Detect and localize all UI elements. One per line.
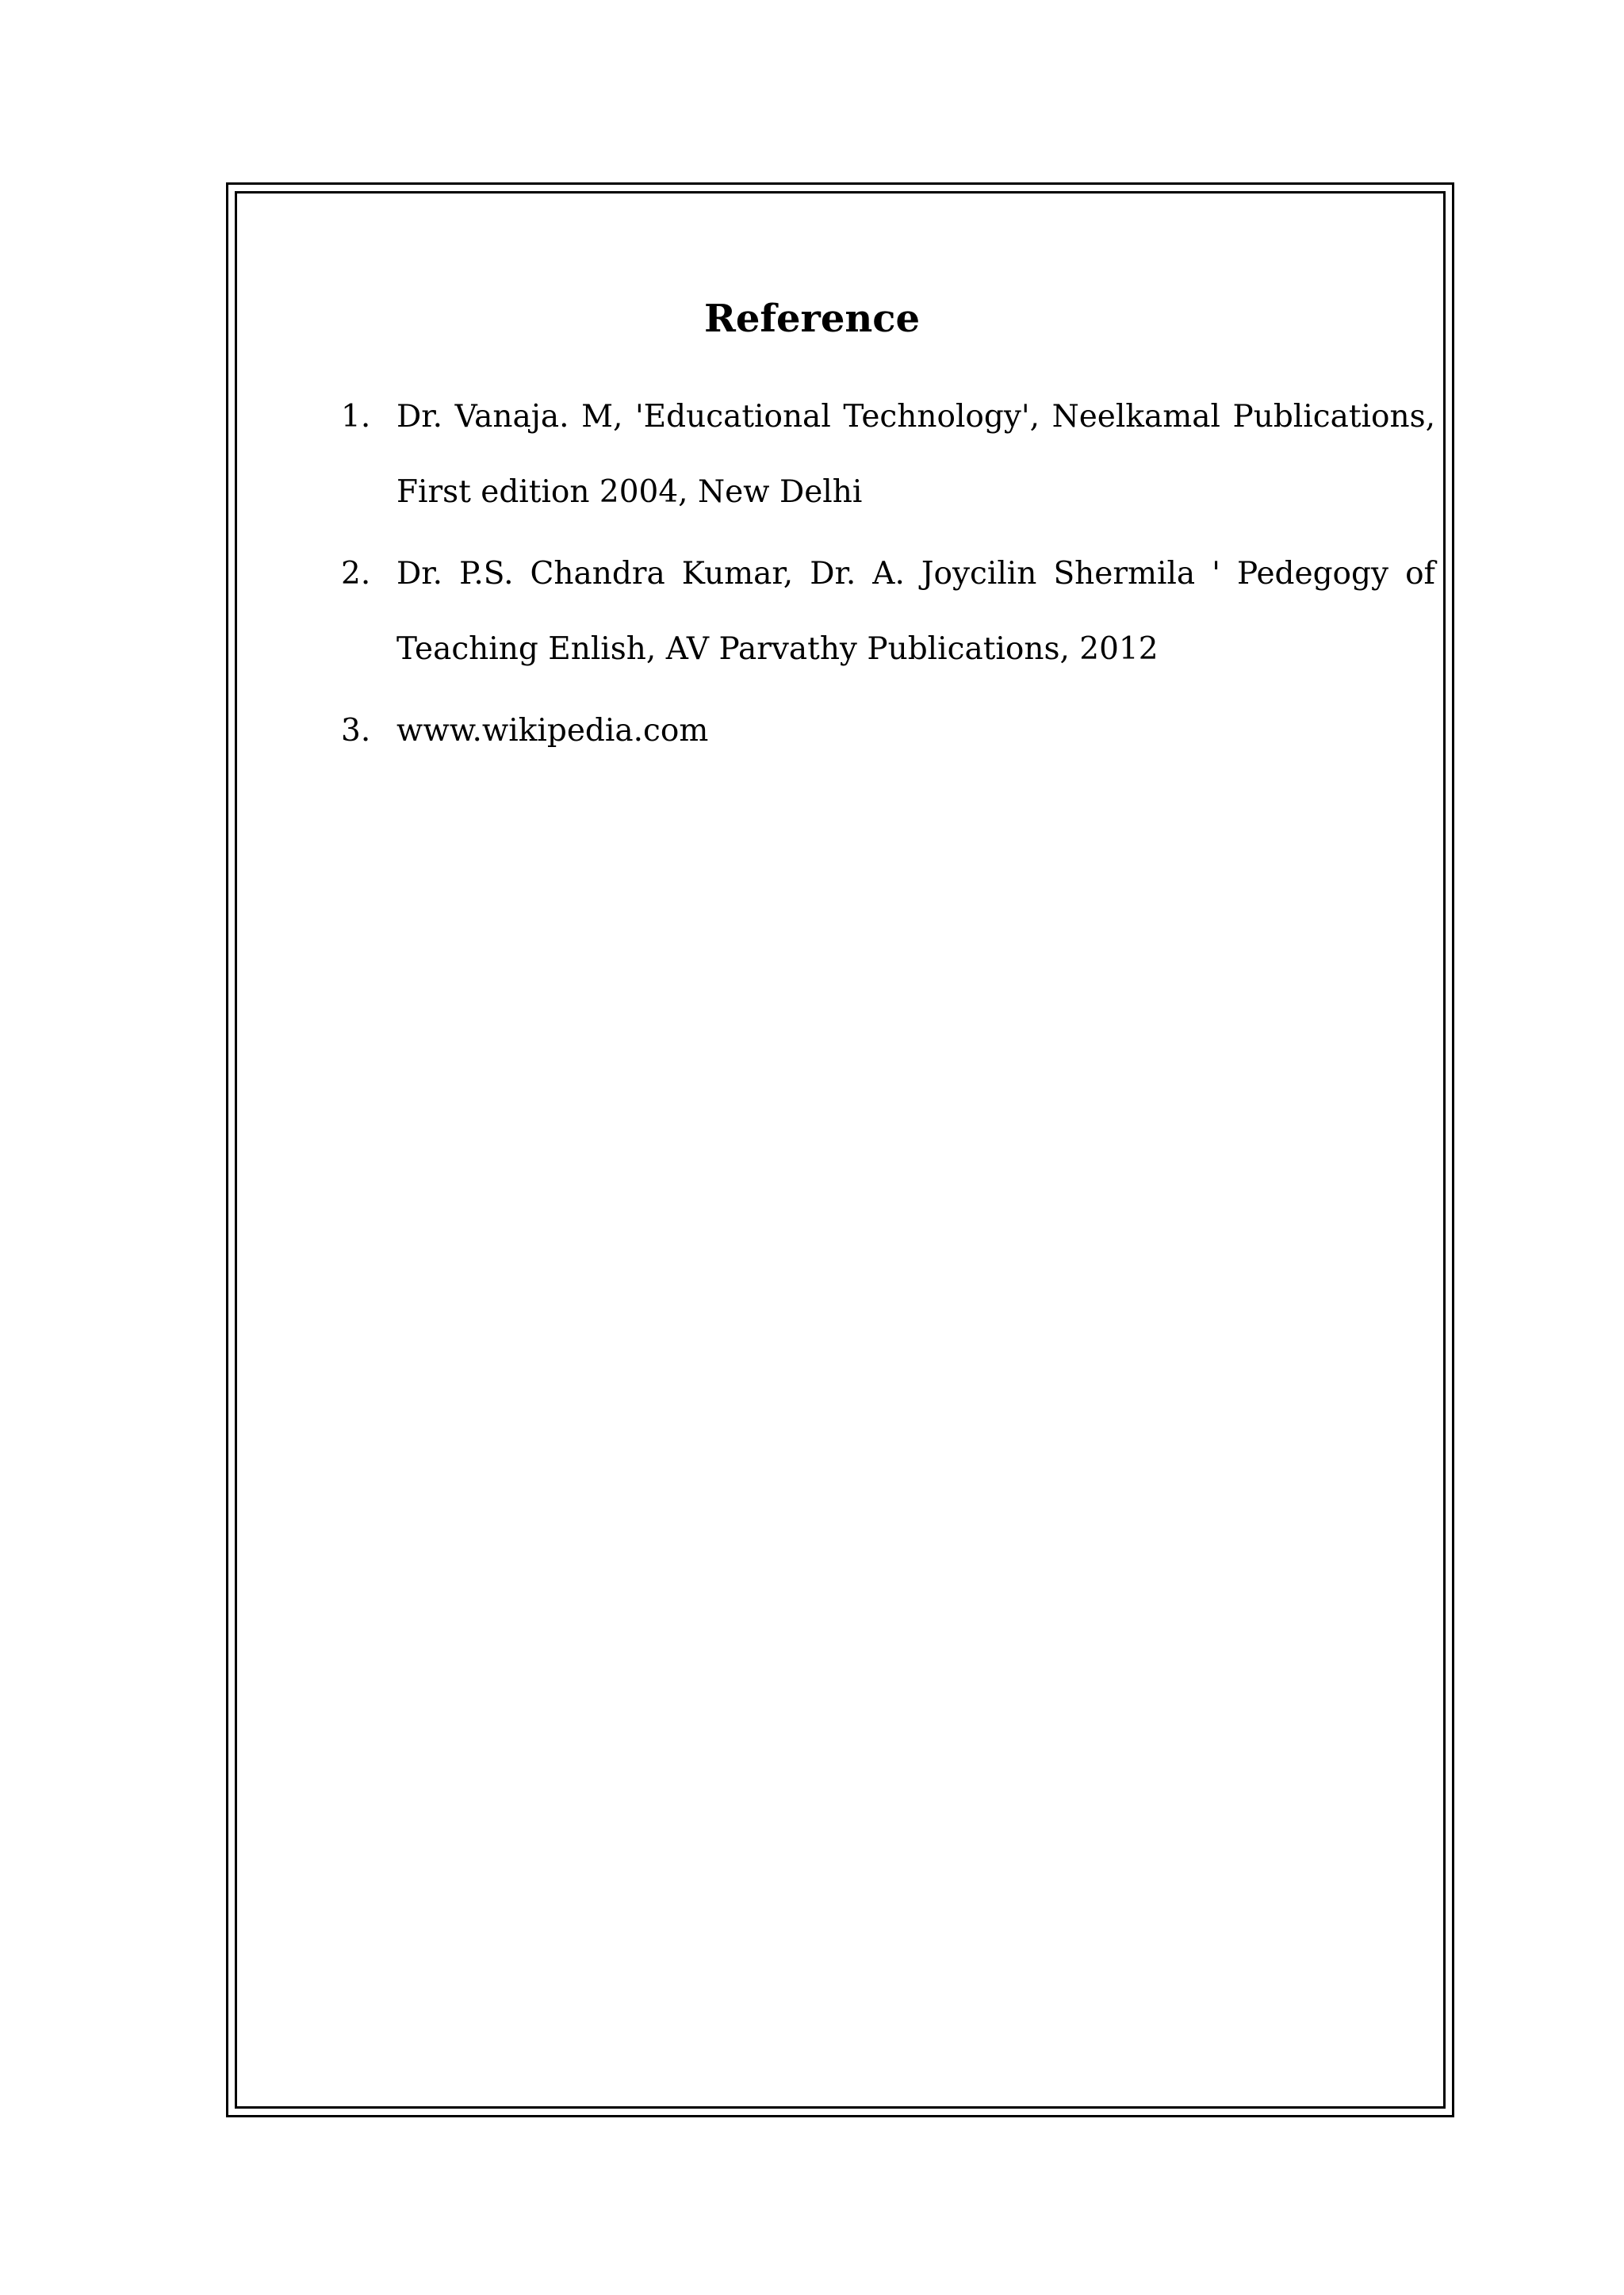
reference-text-line: Dr. Vanaja. M, 'Educational Technology', Neelkamal Publications, bbox=[396, 399, 1435, 435]
reference-item-1 bbox=[341, 379, 1435, 530]
reference-list bbox=[341, 379, 1435, 768]
reference-number: 2. bbox=[341, 556, 371, 592]
reference-text-line: First edition 2004, New Delhi bbox=[396, 474, 863, 510]
reference-text-line: Dr. P.S. Chandra Kumar, Dr. A. Joycilin Shermila ' Pedegogy of bbox=[396, 556, 1435, 592]
reference-link[interactable]: www.wikipedia.com bbox=[396, 713, 709, 749]
reference-item-2 bbox=[341, 536, 1435, 687]
reference-item-3 bbox=[341, 693, 1435, 768]
reference-number: 3. bbox=[341, 713, 371, 749]
reference-text-line: Teaching Enlish, AV Parvathy Publications, 2012 bbox=[396, 631, 1159, 667]
reference-number: 1. bbox=[341, 399, 371, 435]
page-title: Reference bbox=[703, 297, 921, 341]
